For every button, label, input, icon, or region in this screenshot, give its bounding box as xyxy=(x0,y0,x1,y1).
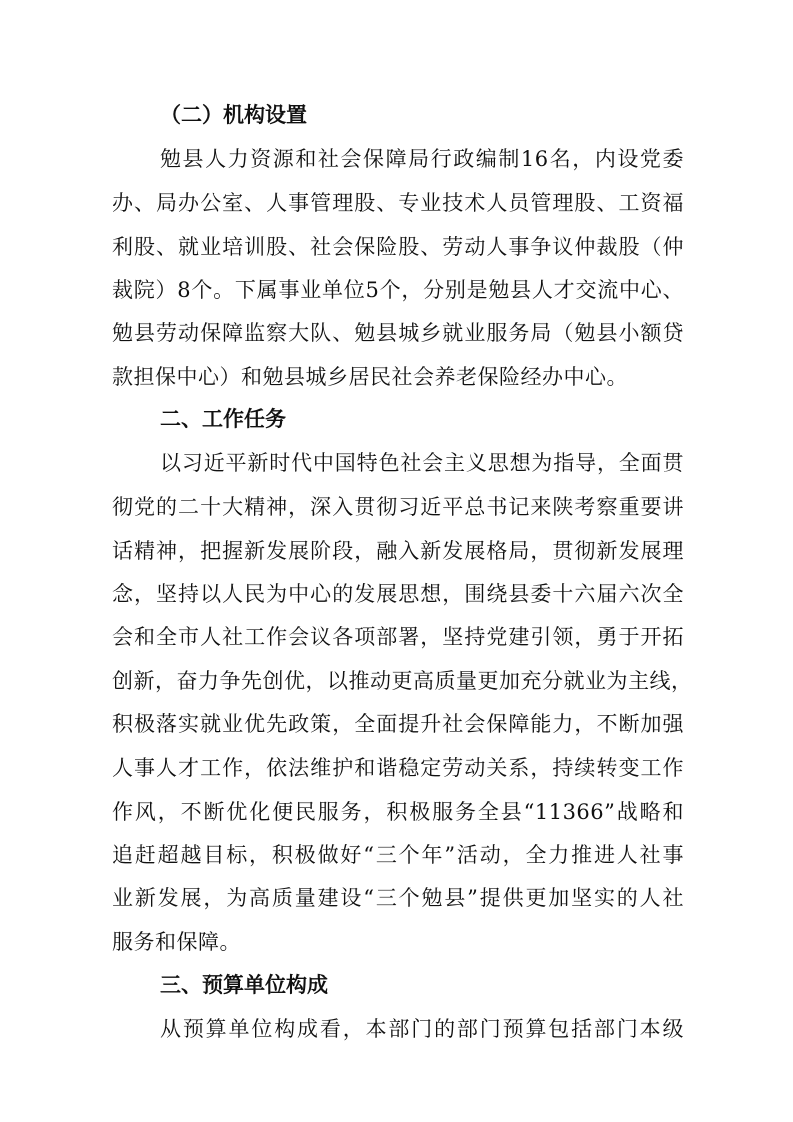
section-heading-work-tasks: 二、工作任务 xyxy=(160,407,286,431)
paragraph-line: 话精神，把握新发展阶段，融入新发展格局，贯彻新发展理 xyxy=(112,539,684,563)
paragraph-line: 会和全市人社工作会议各项部署，坚持党建引领，勇于开拓 xyxy=(112,625,684,649)
paragraph-line: 以习近平新时代中国特色社会主义思想为指导，全面贯 xyxy=(160,451,684,475)
paragraph-line: 勉县人力资源和社会保障局行政编制16名，内设党委 xyxy=(160,147,684,171)
paragraph-line: 积极落实就业优先政策，全面提升社会保障能力，不断加强 xyxy=(112,712,684,736)
paragraph-line: 追赶超越目标，积极做好“三个年”活动，全力推进人社事 xyxy=(112,843,684,867)
paragraph-line: 念，坚持以人民为中心的发展思想，围绕县委十六届六次全 xyxy=(112,582,684,606)
paragraph-line: 服务和保障。 xyxy=(112,930,241,954)
paragraph-line: 创新，奋力争先创优，以推动更高质量更加充分就业为主线， xyxy=(112,669,693,693)
paragraph-line: 利股、就业培训股、社会保险股、劳动人事争议仲裁股（仲 xyxy=(112,235,684,259)
paragraph-line: 勉县劳动保障监察大队、勉县城乡就业服务局（勉县小额贷 xyxy=(112,321,684,345)
paragraph-line: 作风，不断优化便民服务，积极服务全县“11366”战略和 xyxy=(112,800,684,824)
paragraph-line: 业新发展，为高质量建设“三个勉县”提供更加坚实的人社 xyxy=(112,886,684,910)
paragraph-line: 彻党的二十大精神，深入贯彻习近平总书记来陕考察重要讲 xyxy=(112,495,684,519)
section-heading-budget-units: 三、预算单位构成 xyxy=(160,973,328,997)
section-heading-institution-setup: （二）机构设置 xyxy=(160,103,307,127)
paragraph-line: 裁院）8个。下属事业单位5个，分别是勉县人才交流中心、 xyxy=(112,278,684,302)
paragraph-line: 款担保中心）和勉县城乡居民社会养老保险经办中心。 xyxy=(112,365,628,389)
paragraph-line: 从预算单位构成看，本部门的部门预算包括部门本级 xyxy=(160,1017,684,1041)
paragraph-line: 办、局办公室、人事管理股、专业技术人员管理股、工资福 xyxy=(112,191,684,215)
paragraph-line: 人事人才工作，依法维护和谐稳定劳动关系，持续转变工作 xyxy=(112,756,684,780)
